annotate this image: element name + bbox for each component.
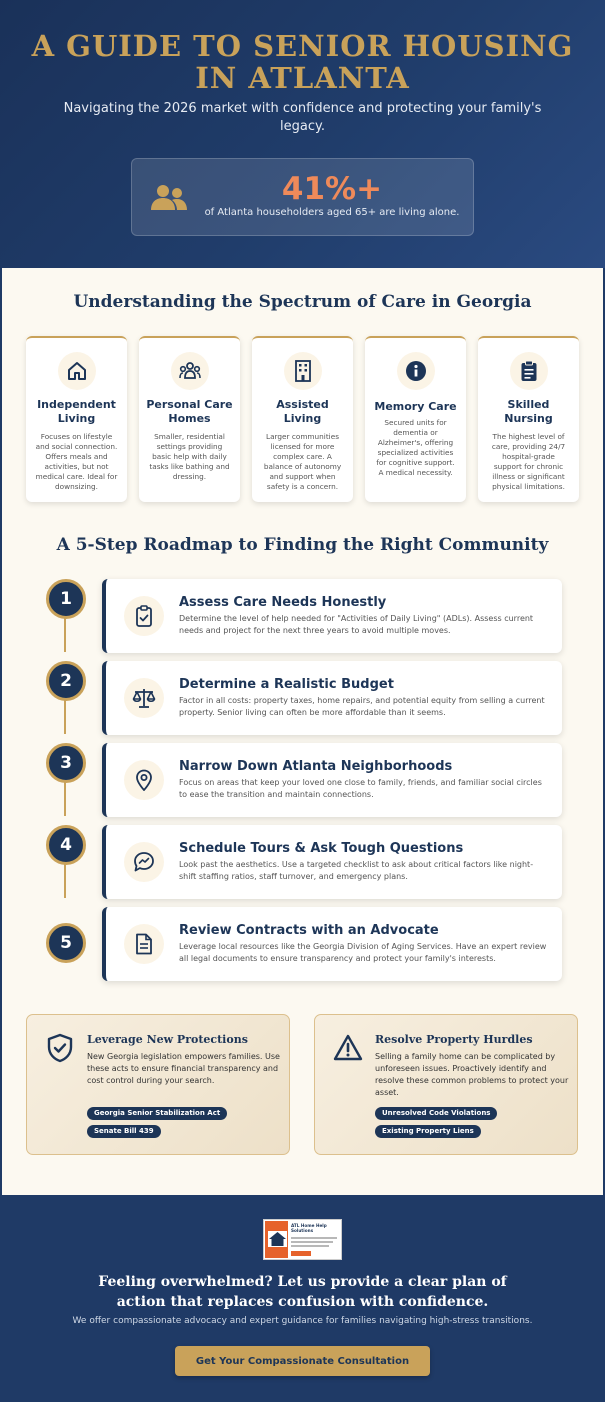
care-card-independent-living: [26, 336, 127, 502]
house-logo-icon: [268, 1231, 287, 1247]
protections-box: [26, 1014, 290, 1155]
logo-mark: [265, 1221, 288, 1258]
care-card-personal-care-homes: [139, 336, 240, 502]
step-number: 3: [46, 743, 86, 783]
step-title: Schedule Tours & Ask Tough Questions: [179, 841, 464, 856]
page-title: A GUIDE TO SENIOR HOUSING IN ATLANTA: [31, 29, 574, 95]
step-title: Assess Care Needs Honestly: [179, 595, 387, 610]
logo-text-line: [291, 1241, 333, 1243]
care-card-desc: Focuses on lifestyle and social connection. Offers meals and activities, but not medical care. Ideal for downsizing.: [35, 432, 118, 491]
footer-subtitle: We offer compassionate advocacy and expert guidance for families navigating high-stress transitions.: [72, 1316, 533, 1326]
step-connector: [64, 700, 66, 734]
tag-badge: Georgia Senior Stabilization Act: [87, 1107, 227, 1120]
footer-section: [0, 1195, 605, 1402]
care-card-desc: The highest level of care, providing 24/7 hospital-grade support for chronic illness or significant physical limitations.: [491, 432, 566, 491]
roadmap-title: A 5-Step Roadmap to Finding the Right Community: [56, 535, 549, 555]
people-group-icon: [171, 352, 209, 390]
footer-title: Feeling overwhelmed? Let us provide a clear plan of action that replaces confusion with confidence.: [98, 1274, 507, 1310]
home-icon: [58, 352, 96, 390]
step-card-1: [102, 579, 562, 653]
step-connector: [64, 618, 66, 652]
tag-badge: Senate Bill 439: [87, 1125, 161, 1138]
consultation-button[interactable]: Get Your Compassionate Consultation: [175, 1346, 430, 1376]
care-card-name: Skilled Nursing: [504, 398, 553, 425]
care-card-name: Personal Care Homes: [146, 398, 233, 425]
info-icon: [397, 352, 435, 390]
company-logo: [263, 1219, 342, 1260]
map-pin-icon: [124, 760, 164, 800]
care-card-name: Memory Care: [374, 400, 457, 413]
care-card-name: Assisted Living: [276, 398, 329, 425]
hero-section: [0, 0, 605, 268]
step-card-3: [102, 743, 562, 817]
care-card-desc: Smaller, residential settings providing basic help with daily tasks like bathing and dressing.: [149, 432, 230, 481]
hurdles-desc: Selling a family home can be complicated by unforeseen issues. Proactively identify and resolve these common problems to protect your asset.: [375, 1052, 569, 1097]
document-icon: [124, 924, 164, 964]
logo-text-line: [291, 1245, 329, 1247]
step-desc: Determine the level of help needed for "Activities of Daily Living" (ADLs). Assess current needs and project for the next three years to avoid multiple moves.: [179, 614, 534, 635]
step-card-4: [102, 825, 562, 899]
clipboard-icon: [510, 352, 548, 390]
scale-icon: [124, 678, 164, 718]
care-card-desc: Secured units for dementia or Alzheimer's, offering specialized activities for cognitive support. A medical necessity.: [376, 418, 455, 477]
hurdles-box: [314, 1014, 578, 1155]
step-title: Determine a Realistic Budget: [179, 677, 394, 692]
step-desc: Leverage local resources like the Georgia Division of Aging Services. Have an expert review all legal documents to ensure transparency and protect your family's interests.: [179, 942, 547, 963]
protections-title: Leverage New Protections: [87, 1033, 248, 1046]
step-card-5: [102, 907, 562, 981]
stat-box: [131, 158, 474, 236]
tag-badge: Unresolved Code Violations: [375, 1107, 497, 1120]
stat-label: of Atlanta householders aged 65+ are living alone.: [204, 207, 460, 218]
step-card-2: [102, 661, 562, 735]
protections-desc: New Georgia legislation empowers families. Use these acts to ensure financial transparency and cost control during your search.: [87, 1052, 280, 1085]
care-card-skilled-nursing: [478, 336, 579, 502]
main-content: [2, 268, 603, 1195]
logo-text-line: [291, 1237, 337, 1239]
hurdles-title: Resolve Property Hurdles: [375, 1033, 533, 1046]
clipboard-check-icon: [124, 596, 164, 636]
tag-badge: Existing Property Liens: [375, 1125, 481, 1138]
care-card-desc: Larger communities licensed for more complex care. A balance of autonomy and support when safety is a concern.: [263, 432, 342, 491]
step-desc: Focus on areas that keep your loved one close to family, friends, and familiar social circles to ease the transition and maintain connections.: [179, 778, 542, 799]
logo-name: ATL Home Help Solutions: [291, 1223, 327, 1233]
users-icon: [150, 183, 188, 213]
step-desc: Factor in all costs: property taxes, home repairs, and potential equity from selling a current property. Senior living can often be more affordable than it seems.: [179, 696, 545, 717]
chat-icon: [124, 842, 164, 882]
care-card-name: Independent Living: [37, 398, 116, 425]
step-number: 4: [46, 825, 86, 865]
step-number: 5: [46, 923, 86, 963]
logo-button-mark: [291, 1251, 311, 1256]
building-icon: [284, 352, 322, 390]
stat-value: 41%+: [281, 171, 383, 207]
shield-check-icon: [45, 1033, 75, 1063]
hero-subtitle: Navigating the 2026 market with confidence and protecting your family's legacy.: [63, 101, 542, 134]
step-title: Narrow Down Atlanta Neighborhoods: [179, 759, 453, 774]
step-connector: [64, 864, 66, 898]
care-card-assisted-living: [252, 336, 353, 502]
step-title: Review Contracts with an Advocate: [179, 923, 439, 938]
step-desc: Look past the aesthetics. Use a targeted checklist to ask about critical factors like night-shift staffing ratios, staff turnover, and emergency plans.: [179, 860, 534, 881]
step-connector: [64, 782, 66, 816]
spectrum-title: Understanding the Spectrum of Care in Georgia: [73, 292, 532, 312]
step-number: 1: [46, 579, 86, 619]
step-number: 2: [46, 661, 86, 701]
care-card-memory-care: [365, 336, 466, 502]
warning-icon: [333, 1033, 363, 1063]
